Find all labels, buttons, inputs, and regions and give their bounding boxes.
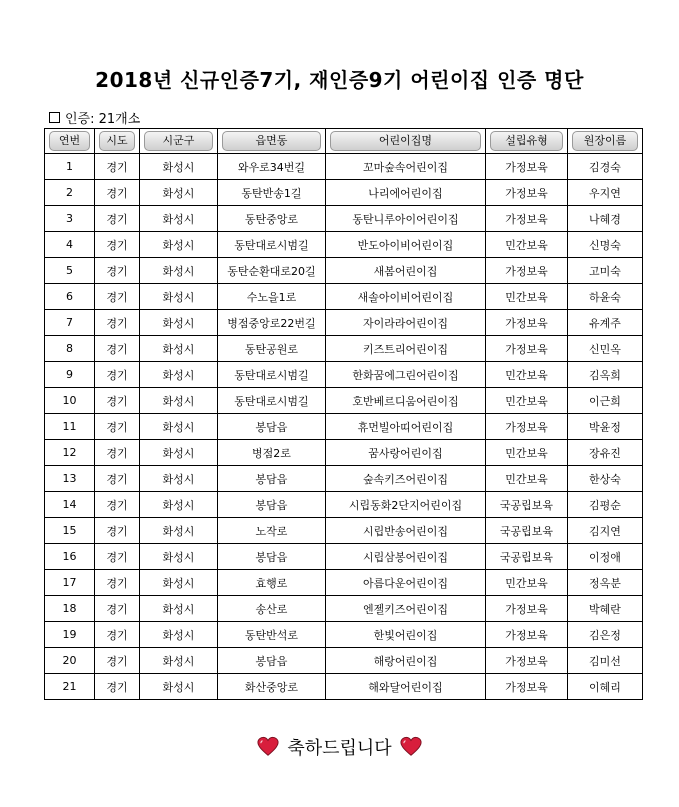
column-header-label: 연번 bbox=[49, 131, 90, 151]
table-cell: 15 bbox=[45, 518, 95, 544]
table-row bbox=[45, 596, 643, 622]
table-cell: 키즈트리어린이집 bbox=[326, 336, 486, 362]
table-cell: 가정보육 bbox=[486, 622, 568, 648]
column-header bbox=[486, 129, 568, 154]
table-cell: 18 bbox=[45, 596, 95, 622]
table-row bbox=[45, 518, 643, 544]
table-cell: 경기 bbox=[95, 648, 140, 674]
table-cell: 김지연 bbox=[568, 518, 643, 544]
table-cell: 화성시 bbox=[140, 518, 218, 544]
table-cell: 국공립보육 bbox=[486, 492, 568, 518]
table-cell: 김경숙 bbox=[568, 154, 643, 180]
table-cell: 동탄순환대로20길 bbox=[218, 258, 326, 284]
table-cell: 화성시 bbox=[140, 180, 218, 206]
table-cell: 동탄대로시범길 bbox=[218, 232, 326, 258]
table-cell: 경기 bbox=[95, 232, 140, 258]
table-cell: 휴먼빌아띠어린이집 bbox=[326, 414, 486, 440]
table-cell: 한화꿈에그린어린이집 bbox=[326, 362, 486, 388]
table-cell: 병점중앙로22번길 bbox=[218, 310, 326, 336]
column-header-label: 시도 bbox=[99, 131, 135, 151]
table-cell: 새봄어린이집 bbox=[326, 258, 486, 284]
table-cell: 경기 bbox=[95, 674, 140, 700]
table-cell: 민간보육 bbox=[486, 570, 568, 596]
table-cell: 12 bbox=[45, 440, 95, 466]
table-cell: 동탄중앙로 bbox=[218, 206, 326, 232]
table-cell: 경기 bbox=[95, 466, 140, 492]
table-cell: 봉담읍 bbox=[218, 544, 326, 570]
table-cell: 6 bbox=[45, 284, 95, 310]
table-cell: 시립삼봉어린이집 bbox=[326, 544, 486, 570]
table-cell: 신민옥 bbox=[568, 336, 643, 362]
table-row bbox=[45, 492, 643, 518]
table-row bbox=[45, 284, 643, 310]
summary-text: 인증: 21개소 bbox=[65, 112, 141, 127]
table-cell: 국공립보육 bbox=[486, 544, 568, 570]
table-cell: 9 bbox=[45, 362, 95, 388]
table-cell: 민간보육 bbox=[486, 440, 568, 466]
table-cell: 경기 bbox=[95, 154, 140, 180]
table-cell: 화성시 bbox=[140, 466, 218, 492]
table-cell: 봉담읍 bbox=[218, 648, 326, 674]
column-header-label: 시군구 bbox=[144, 131, 213, 151]
table-cell: 화성시 bbox=[140, 310, 218, 336]
table-cell: 한빛어린이집 bbox=[326, 622, 486, 648]
table-cell: 3 bbox=[45, 206, 95, 232]
table-cell: 8 bbox=[45, 336, 95, 362]
table-row bbox=[45, 570, 643, 596]
table-cell: 화성시 bbox=[140, 232, 218, 258]
table-row bbox=[45, 648, 643, 674]
congrats-line bbox=[0, 734, 679, 760]
table-cell: 이근희 bbox=[568, 388, 643, 414]
certification-table bbox=[44, 128, 643, 700]
table-cell: 꿈사랑어린이집 bbox=[326, 440, 486, 466]
table-cell: 화성시 bbox=[140, 258, 218, 284]
table-cell: 민간보육 bbox=[486, 232, 568, 258]
table-cell: 화성시 bbox=[140, 596, 218, 622]
table-cell: 14 bbox=[45, 492, 95, 518]
table-cell: 시립반송어린이집 bbox=[326, 518, 486, 544]
table-cell: 우지연 bbox=[568, 180, 643, 206]
table-cell: 경기 bbox=[95, 310, 140, 336]
column-header bbox=[95, 129, 140, 154]
table-cell: 꼬마숲속어린이집 bbox=[326, 154, 486, 180]
table-row bbox=[45, 180, 643, 206]
table-row bbox=[45, 466, 643, 492]
table-row bbox=[45, 388, 643, 414]
table-cell: 김미선 bbox=[568, 648, 643, 674]
table-cell: 11 bbox=[45, 414, 95, 440]
table-cell: 화산중앙로 bbox=[218, 674, 326, 700]
table-cell: 민간보육 bbox=[486, 362, 568, 388]
table-cell: 화성시 bbox=[140, 362, 218, 388]
table-cell: 이혜리 bbox=[568, 674, 643, 700]
summary-line bbox=[49, 108, 140, 127]
table-cell: 박혜란 bbox=[568, 596, 643, 622]
table-header-row bbox=[45, 129, 643, 154]
table-cell: 김평순 bbox=[568, 492, 643, 518]
table-cell: 수노을1로 bbox=[218, 284, 326, 310]
table-cell: 신명숙 bbox=[568, 232, 643, 258]
table-cell: 가정보육 bbox=[486, 674, 568, 700]
table-cell: 화성시 bbox=[140, 206, 218, 232]
table-cell: 해랑어린이집 bbox=[326, 648, 486, 674]
table-cell: 화성시 bbox=[140, 570, 218, 596]
table-cell: 민간보육 bbox=[486, 466, 568, 492]
congrats-text: 축하드립니다 bbox=[287, 738, 392, 759]
table-cell: 화성시 bbox=[140, 154, 218, 180]
table-cell: 20 bbox=[45, 648, 95, 674]
table-cell: 경기 bbox=[95, 492, 140, 518]
table-cell: 4 bbox=[45, 232, 95, 258]
table-row bbox=[45, 206, 643, 232]
table-row bbox=[45, 622, 643, 648]
table-cell: 경기 bbox=[95, 440, 140, 466]
heart-icon bbox=[400, 736, 422, 758]
table-cell: 민간보육 bbox=[486, 284, 568, 310]
table-cell: 화성시 bbox=[140, 544, 218, 570]
table-cell: 나리에어린이집 bbox=[326, 180, 486, 206]
table-cell: 가정보육 bbox=[486, 258, 568, 284]
table-cell: 17 bbox=[45, 570, 95, 596]
column-header bbox=[140, 129, 218, 154]
table-cell: 호반베르디움어린이집 bbox=[326, 388, 486, 414]
table-cell: 장유진 bbox=[568, 440, 643, 466]
table-cell: 한상숙 bbox=[568, 466, 643, 492]
table-cell: 경기 bbox=[95, 388, 140, 414]
checkbox-icon bbox=[49, 112, 60, 123]
table-cell: 김은정 bbox=[568, 622, 643, 648]
table-cell: 봉담읍 bbox=[218, 466, 326, 492]
table-cell: 봉담읍 bbox=[218, 492, 326, 518]
table-cell: 가정보육 bbox=[486, 336, 568, 362]
table-cell: 해와달어린이집 bbox=[326, 674, 486, 700]
table-cell: 화성시 bbox=[140, 336, 218, 362]
table-cell: 13 bbox=[45, 466, 95, 492]
table-cell: 경기 bbox=[95, 206, 140, 232]
table-cell: 반도아이비어린이집 bbox=[326, 232, 486, 258]
table-cell: 동탄공원로 bbox=[218, 336, 326, 362]
table-cell: 박윤정 bbox=[568, 414, 643, 440]
table-row bbox=[45, 544, 643, 570]
table-cell: 국공립보육 bbox=[486, 518, 568, 544]
table-cell: 동탄대로시범길 bbox=[218, 388, 326, 414]
table-cell: 가정보육 bbox=[486, 414, 568, 440]
table-cell: 자이라라어린이집 bbox=[326, 310, 486, 336]
table-cell: 경기 bbox=[95, 258, 140, 284]
table-body bbox=[45, 154, 643, 700]
table-cell: 김옥희 bbox=[568, 362, 643, 388]
table-cell: 21 bbox=[45, 674, 95, 700]
table-row bbox=[45, 440, 643, 466]
page-title: 2018년 신규인증7기, 재인증9기 어린이집 인증 명단 bbox=[95, 68, 584, 92]
table-row bbox=[45, 154, 643, 180]
table-row bbox=[45, 232, 643, 258]
table-cell: 가정보육 bbox=[486, 310, 568, 336]
table-cell: 가정보육 bbox=[486, 180, 568, 206]
table-cell: 화성시 bbox=[140, 414, 218, 440]
table-cell: 경기 bbox=[95, 544, 140, 570]
table-cell: 2 bbox=[45, 180, 95, 206]
table-cell: 1 bbox=[45, 154, 95, 180]
table-cell: 경기 bbox=[95, 336, 140, 362]
table-cell: 엔젤키즈어린이집 bbox=[326, 596, 486, 622]
table-cell: 가정보육 bbox=[486, 596, 568, 622]
table-cell: 경기 bbox=[95, 180, 140, 206]
table-cell: 가정보육 bbox=[486, 206, 568, 232]
table-row bbox=[45, 362, 643, 388]
table-cell: 19 bbox=[45, 622, 95, 648]
table-cell: 화성시 bbox=[140, 648, 218, 674]
table-row bbox=[45, 414, 643, 440]
table-cell: 봉담읍 bbox=[218, 414, 326, 440]
table-cell: 동탄반석로 bbox=[218, 622, 326, 648]
table-cell: 가정보육 bbox=[486, 648, 568, 674]
table-cell: 하윤숙 bbox=[568, 284, 643, 310]
table-cell: 숲속키즈어린이집 bbox=[326, 466, 486, 492]
table-cell: 시립동화2단지어린이집 bbox=[326, 492, 486, 518]
table-cell: 경기 bbox=[95, 622, 140, 648]
table-row bbox=[45, 674, 643, 700]
table-row bbox=[45, 258, 643, 284]
table-cell: 16 bbox=[45, 544, 95, 570]
table-cell: 노작로 bbox=[218, 518, 326, 544]
table-cell: 화성시 bbox=[140, 284, 218, 310]
column-header bbox=[45, 129, 95, 154]
table-cell: 고미숙 bbox=[568, 258, 643, 284]
column-header bbox=[326, 129, 486, 154]
table-cell: 경기 bbox=[95, 570, 140, 596]
table-cell: 새솔아이비어린이집 bbox=[326, 284, 486, 310]
table-cell: 송산로 bbox=[218, 596, 326, 622]
table-cell: 7 bbox=[45, 310, 95, 336]
table-cell: 경기 bbox=[95, 596, 140, 622]
table-cell: 동탄니루아이어린이집 bbox=[326, 206, 486, 232]
heart-icon bbox=[257, 736, 279, 758]
table-cell: 민간보육 bbox=[486, 388, 568, 414]
table-cell: 5 bbox=[45, 258, 95, 284]
column-header-label: 읍면동 bbox=[222, 131, 321, 151]
table-cell: 경기 bbox=[95, 284, 140, 310]
table-cell: 효행로 bbox=[218, 570, 326, 596]
table-cell: 동탄대로시범길 bbox=[218, 362, 326, 388]
column-header-label: 어린이집명 bbox=[330, 131, 481, 151]
table-cell: 화성시 bbox=[140, 674, 218, 700]
column-header bbox=[218, 129, 326, 154]
table-cell: 가정보육 bbox=[486, 154, 568, 180]
table-cell: 화성시 bbox=[140, 388, 218, 414]
table-cell: 화성시 bbox=[140, 440, 218, 466]
table-cell: 유계주 bbox=[568, 310, 643, 336]
table-cell: 아름다운어린이집 bbox=[326, 570, 486, 596]
table-cell: 경기 bbox=[95, 414, 140, 440]
column-header-label: 원장이름 bbox=[572, 131, 638, 151]
table-cell: 이정애 bbox=[568, 544, 643, 570]
table-cell: 동탄반송1길 bbox=[218, 180, 326, 206]
table-cell: 경기 bbox=[95, 518, 140, 544]
table-cell: 화성시 bbox=[140, 492, 218, 518]
table-cell: 와우로34번길 bbox=[218, 154, 326, 180]
table-cell: 병점2로 bbox=[218, 440, 326, 466]
table-cell: 정옥분 bbox=[568, 570, 643, 596]
table-cell: 10 bbox=[45, 388, 95, 414]
table-cell: 나혜경 bbox=[568, 206, 643, 232]
table-cell: 화성시 bbox=[140, 622, 218, 648]
column-header-label: 설립유형 bbox=[490, 131, 563, 151]
table-cell: 경기 bbox=[95, 362, 140, 388]
table-row bbox=[45, 310, 643, 336]
column-header bbox=[568, 129, 643, 154]
table-row bbox=[45, 336, 643, 362]
